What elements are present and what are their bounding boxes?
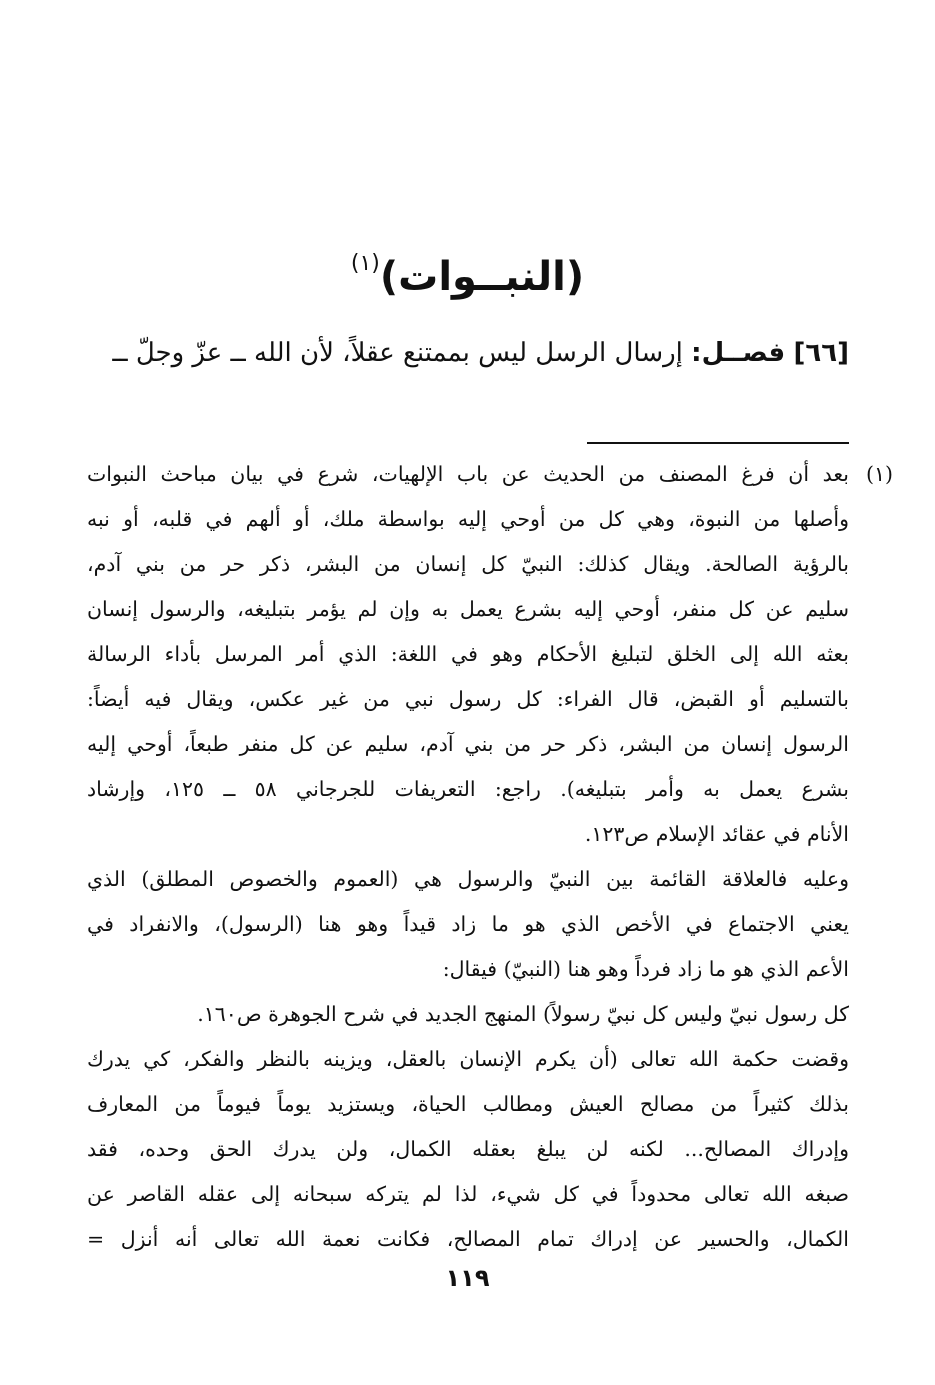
footnote-line: صبغه الله تعالى محدوداً في كل شيء، لذا لم يتركه سبحانه إلى عقله القاصر عن	[87, 1182, 849, 1206]
footnote-line: بشرع يعمل به وأمر بتبليغه). راجع: التعريفات للجرجاني ٥٨ ــ ١٢٥، وإرشاد	[87, 777, 849, 801]
footnote-line: الأنام في عقائد الإسلام ص١٢٣.	[584, 822, 849, 846]
footnote-line: بالتسليم أو القبض، قال الفراء: كل رسول نبي من غير عكس، ويقال فيه أيضاً:	[87, 687, 849, 711]
footnote-line: الأعم الذي هو ما زاد فرداً وهو هنا (النبيّ) فيقال:	[442, 957, 849, 981]
section-number: [٦٦]	[793, 338, 849, 368]
footnote-line: وقضت حكمة الله تعالى (أن يكرم الإنسان بالعقل، ويزينه بالنظر والفكر، كي يدرك	[87, 1047, 849, 1071]
chapter-title-text: (النبــوات)	[379, 254, 585, 300]
footnote-marker: (١)	[865, 462, 893, 486]
footnote-line: يعني الاجتماع في الأخص الذي هو ما زاد قيداً وهو هنا (الرسول)، والانفراد في	[87, 912, 849, 936]
section-label: فصــل:	[691, 338, 786, 368]
footnote-line: الرسول إنسان من البشر، ذكر حر من بني آدم، سليم عن كل منفر طبعاً، أوحي إليه	[87, 732, 849, 756]
footnote-line: بذلك كثيراً من مصالح العيش ومطالب الحياة، ويستزيد يوماً فيوماً من المعارف	[87, 1092, 849, 1116]
footnote-separator	[587, 442, 849, 444]
footnote-block	[87, 452, 893, 1262]
footnote-line-text: بعد أن فرغ المصنف من الحديث عن باب الإلهيات، شرع في بيان مباحث النبوات	[87, 462, 849, 486]
footnote-line: كل رسول نبيّ وليس كل نبيّ رسولاً) المنهج الجديد في شرح الجوهرة ص١٦٠.	[197, 1002, 849, 1026]
footnote-line: بعثه الله إلى الخلق لتبليغ الأحكام وهو في اللغة: الذي أمر المرسل بأداء الرسالة	[87, 642, 849, 666]
chapter-title	[0, 232, 935, 309]
footnote-line: وعليه فالعلاقة القائمة بين النبيّ والرسول هي (العموم والخصوص المطلق) الذي	[87, 867, 849, 891]
section-text: إرسال الرسل ليس بممتنع عقلاً، لأن الله ــ عزّ وجلّ ــ	[112, 338, 683, 368]
footnote-line: وأصلها من النبوة، وهي كل من أوحي إليه بواسطة ملك، أو ألهم في قلبه، أو نبه	[87, 507, 849, 531]
footnote-line: الكمال، والحسير عن إدراك تمام المصالح، فكانت نعمة الله تعالى أنه أنزل =	[87, 1227, 849, 1251]
section-heading	[69, 326, 849, 380]
footnote-line: وإدراك المصالح... لكنه لن يبلغ بعقله الكمال، ولن يدرك الحق وحده، فقد	[87, 1137, 849, 1161]
footnote-line: بالرؤية الصالحة. ويقال كذلك: النبيّ كل إنسان من البشر، ذكر حر من بني آدم،	[87, 552, 849, 576]
footnote-line: سليم عن كل منفر، أوحي إليه بشرع يعمل به وإن لم يؤمر بتبليغه، والرسول إنسان	[87, 597, 849, 621]
chapter-footnote-ref[interactable]: (١)	[350, 251, 380, 276]
page-number: ١١٩	[445, 1264, 490, 1292]
footnote-line	[87, 452, 893, 497]
